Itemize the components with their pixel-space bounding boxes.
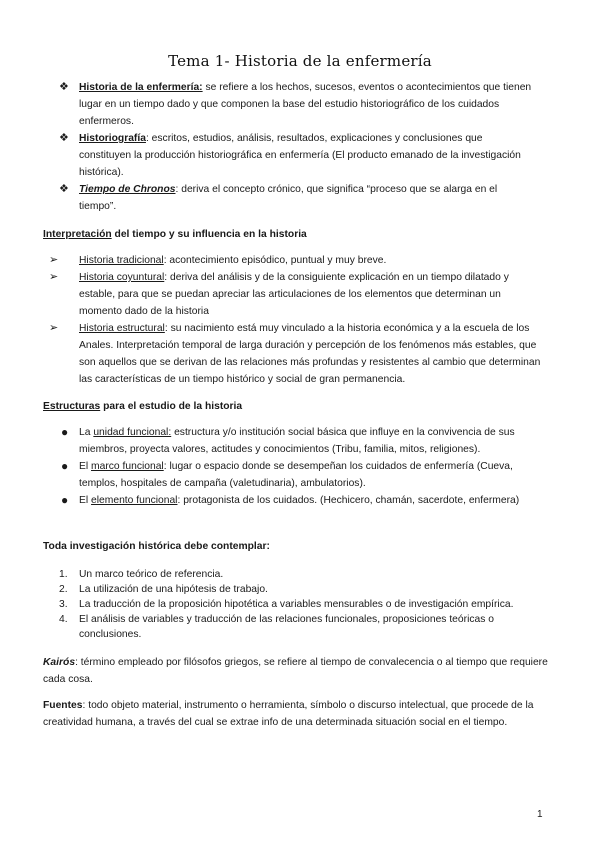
term: Historia coyuntural — [79, 272, 165, 283]
heading-term: Estructuras — [43, 401, 101, 412]
kairos-paragraph — [43, 654, 558, 688]
list-item — [59, 181, 534, 215]
term: Fuentes — [43, 700, 83, 711]
definition: : lugar o espacio donde se desempeñan los cuidados de enfermería (Cueva, templos, hospitales de campaña (valetudinaria), ambulatorios). — [79, 461, 513, 489]
diamond-bullet-icon: ❖ — [59, 183, 69, 195]
item-text: El análisis de variables y traducción de las relaciones funcionales, proposiciones teóricas o conclusiones. — [79, 614, 494, 640]
list-item — [59, 79, 534, 130]
definition: se refiere a los hechos, sucesos, eventos o acontecimientos que tienen lugar en un tiempo dado y que componen la base del estudio historiográfico de los cuidados enfermeros. — [79, 82, 532, 127]
term: Historia estructural — [79, 323, 165, 334]
term: Tiempo de Chronos — [79, 184, 176, 195]
list-item — [59, 597, 549, 612]
term: Historia tradicional — [79, 255, 164, 266]
term: elemento funcional — [91, 495, 178, 506]
definition: : todo objeto material, instrumento o herramienta, símbolo o discurso intelectual, que procede de la creatividad humana, a través del cual se extrae info de una determinada situación social en el tiempo. — [43, 700, 534, 728]
list-item — [61, 458, 549, 492]
section-heading — [43, 226, 563, 243]
arrow-bullet-icon: ➢ — [49, 322, 59, 334]
definition: : su nacimiento está muy vinculado a la historia económica y a la escuela de los Anales. Interpretación temporal de larga duración y percepción de los fenómenos más estables, que son aquellos que se derivan de las relaciones más profundas y resistentes al cambio que determinan las características de un tiempo histórico y social de gran permanencia. — [79, 323, 541, 385]
diamond-bullet-icon: ❖ — [59, 132, 69, 144]
term: unidad funcional: — [93, 427, 172, 438]
page-title: Tema 1- Historia de la enfermería — [168, 52, 432, 70]
item-text: Un marco teórico de referencia. — [79, 569, 224, 580]
definition: : acontecimiento episódico, puntual y muy breve. — [163, 255, 387, 266]
list-item — [61, 424, 549, 458]
dot-bullet-icon: ● — [61, 459, 69, 473]
term: marco funcional — [91, 461, 164, 472]
heading-term: Interpretación — [43, 229, 112, 240]
term: Kairós — [43, 657, 76, 668]
dot-bullet-icon: ● — [61, 425, 69, 439]
list-item — [61, 492, 549, 509]
list-item — [49, 269, 544, 320]
list-item — [59, 567, 549, 582]
dot-bullet-icon: ● — [61, 493, 69, 507]
item-number: 1. — [59, 569, 68, 580]
diamond-bullet-icon: ❖ — [59, 81, 69, 93]
arrow-bullet-icon: ➢ — [49, 254, 59, 266]
page-number: 1 — [537, 809, 543, 820]
definition: : escritos, estudios, análisis, resultados, explicaciones y conclusiones que constituyen la producción historiográfica en enfermería (El producto emanado de la investigación histórica). — [79, 133, 521, 178]
section-heading: Toda investigación histórica debe contemplar: — [43, 541, 270, 552]
item-number: 2. — [59, 584, 68, 595]
item-text: La utilización de una hipótesis de trabajo. — [79, 584, 268, 595]
prefix: El — [79, 461, 92, 472]
list-item — [59, 582, 549, 597]
definition: : protagonista de los cuidados. (Hechicero, chamán, sacerdote, enfermera) — [177, 495, 520, 506]
item-number: 4. — [59, 614, 68, 625]
list-item — [49, 252, 544, 269]
definition: : deriva del análisis y de la consiguiente explicación en un tiempo dilatado y estable, para que se puedan apreciar las articulaciones de los elementos que determinan un momento dado de la historia — [79, 272, 509, 317]
heading-rest: para el estudio de la historia — [100, 401, 243, 412]
fuentes-paragraph — [43, 697, 558, 731]
term: Historiografía — [79, 133, 146, 144]
list-item — [59, 612, 549, 642]
list-item — [49, 320, 544, 388]
definition: : término empleado por filósofos griegos, se refiere al tiempo de convalecencia o al tiempo que requiere cada cosa. — [43, 657, 548, 685]
heading-rest: del tiempo y su influencia en la historia — [111, 229, 307, 240]
prefix: El — [79, 495, 92, 506]
prefix: La — [79, 427, 94, 438]
list-item — [59, 130, 534, 181]
section-heading — [43, 398, 563, 415]
definition: : deriva el concepto crónico, que significa “proceso que se alarga en el tiempo”. — [79, 184, 498, 212]
definition: estructura y/o institución social básica que influye en la convivencia de sus miembros, proyecta valores, actitudes y conocimientos (Tribu, familia, mitos, religiones). — [79, 427, 515, 455]
term: Historia de la enfermería: — [79, 82, 203, 93]
item-text: La traducción de la proposición hipotética a variables mensurables o de investigación empírica. — [79, 599, 514, 610]
item-number: 3. — [59, 599, 68, 610]
arrow-bullet-icon: ➢ — [49, 271, 59, 283]
